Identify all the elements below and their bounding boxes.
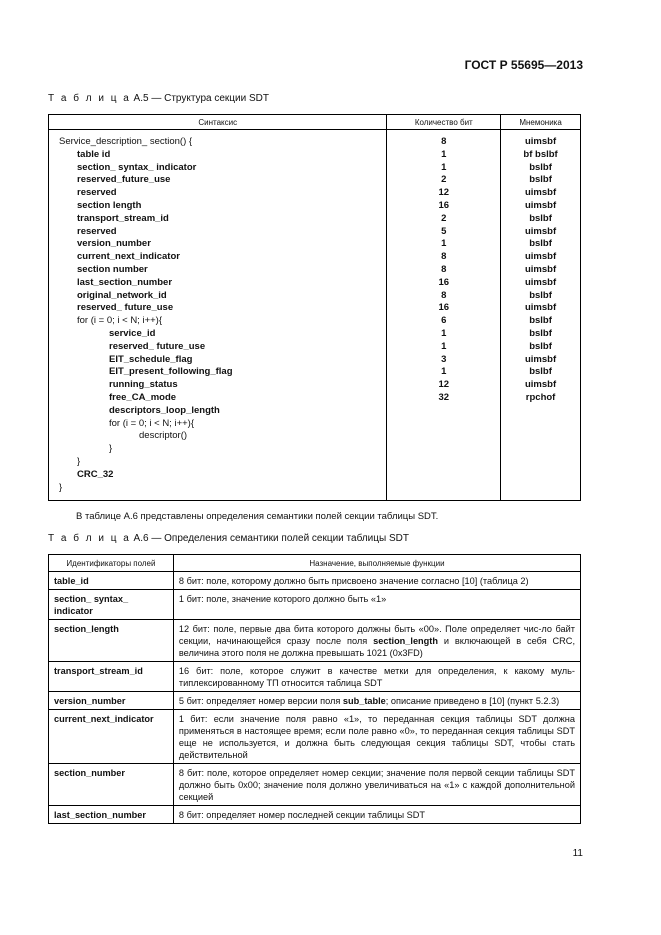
bits-value: 12 bbox=[438, 187, 450, 199]
syntax-line: EIT_present_following_flag bbox=[109, 366, 233, 378]
description-segment: 12 бит: поле, первые два бита которого должны быть «00». Поле определяет чис-ло байт секции, начинающейся сразу после поля bbox=[178, 624, 575, 646]
mnemonic-value: bslbf bbox=[529, 174, 552, 186]
bits-value: 2 bbox=[441, 174, 447, 186]
field-id: section_length bbox=[49, 620, 174, 662]
bits-value: 1 bbox=[441, 161, 447, 173]
field-description bbox=[173, 662, 580, 692]
mnemonic-value: bslbf bbox=[529, 238, 552, 250]
syntax-line: version_number bbox=[77, 238, 151, 250]
bits-value: 6 bbox=[441, 315, 447, 327]
syntax-line: free_CA_mode bbox=[109, 391, 177, 403]
bits-value: 8 bbox=[441, 251, 447, 263]
field-description bbox=[173, 806, 580, 824]
syntax-line: reserved bbox=[77, 225, 117, 237]
bits-value: 8 bbox=[441, 263, 447, 275]
header-bits: Количество бит bbox=[387, 115, 501, 130]
field-id: version_number bbox=[49, 692, 174, 710]
field-id: last_section_number bbox=[49, 806, 174, 824]
mnemonic-value: uimsbf bbox=[524, 251, 557, 263]
bits-column bbox=[387, 130, 501, 501]
caption-word: Т а б л и ц а bbox=[48, 93, 131, 104]
bits-value: 3 bbox=[441, 353, 447, 365]
field-description bbox=[173, 590, 580, 620]
syntax-line: reserved_future_use bbox=[77, 174, 171, 186]
bits-value: 1 bbox=[441, 238, 447, 250]
bits-value: 12 bbox=[438, 379, 450, 391]
description-segment: section_length bbox=[373, 636, 438, 646]
syntax-line: last_section_number bbox=[77, 276, 173, 288]
bits-value: 2 bbox=[441, 212, 447, 224]
field-description bbox=[173, 572, 580, 590]
syntax-line: section length bbox=[77, 199, 142, 211]
description-segment: 16 бит: поле, которое служит в качестве метки для определения, к какому муль-типлексированному ТП относится таблица SDT bbox=[178, 666, 575, 688]
syntax-line: reserved_ future_use bbox=[109, 340, 206, 352]
bits-value: 16 bbox=[438, 302, 450, 314]
syntax-line: running_status bbox=[109, 379, 178, 391]
mnemonic-column bbox=[501, 130, 581, 501]
field-description bbox=[173, 764, 580, 806]
table-a5 bbox=[48, 114, 581, 501]
description-segment: 8 бит: поле, которое определяет номер секции; значение поля первой секции таблицы SDT должно быть 0x00; значение поля должно увеличиваться на «1» с каждой дополнительной секцией bbox=[178, 768, 575, 802]
mnemonic-value: bslbf bbox=[529, 340, 552, 352]
mnemonic-value: uimsbf bbox=[524, 136, 557, 147]
bits-value: 16 bbox=[438, 199, 450, 211]
syntax-line: EIT_schedule_flag bbox=[109, 353, 193, 365]
header-purpose: Назначение, выполняемые функции bbox=[173, 555, 580, 572]
syntax-line: for (i = 0; i < N; i++){ bbox=[109, 417, 195, 429]
table-row bbox=[49, 572, 581, 590]
header-field-ids: Идентификаторы полей bbox=[49, 555, 174, 572]
bits-value: 1 bbox=[441, 327, 447, 339]
caption-word: Т а б л и ц а bbox=[48, 533, 131, 544]
syntax-line: reserved_ future_use bbox=[77, 302, 174, 314]
mnemonic-value: bslbf bbox=[529, 161, 552, 173]
field-id: section_ syntax_ indicator bbox=[49, 590, 174, 620]
mnemonic-value: uimsbf bbox=[524, 225, 557, 237]
bits-value: 5 bbox=[441, 225, 447, 237]
bits-value: 8 bbox=[441, 289, 447, 301]
syntax-line: } bbox=[77, 455, 81, 467]
syntax-line: descriptors_loop_length bbox=[109, 404, 220, 416]
syntax-line: for (i = 0; i < N; i++){ bbox=[77, 315, 163, 327]
bits-value: 1 bbox=[441, 340, 447, 352]
table-a6-caption bbox=[48, 533, 409, 544]
description-segment: sub_table bbox=[342, 696, 386, 706]
syntax-line: CRC_32 bbox=[77, 468, 114, 480]
description-segment: 8 бит: поле, которому должно быть присвоено значение согласно [10] (таблица 2) bbox=[178, 576, 529, 586]
mnemonic-value: uimsbf bbox=[524, 353, 557, 365]
bits-value: 16 bbox=[438, 276, 450, 288]
table-a5-caption bbox=[48, 93, 269, 104]
mnemonic-value: uimsbf bbox=[524, 379, 557, 391]
field-description bbox=[173, 710, 580, 764]
mnemonic-value: uimsbf bbox=[524, 276, 557, 288]
field-id: current_next_indicator bbox=[49, 710, 174, 764]
syntax-line: original_network_id bbox=[77, 289, 167, 301]
caption-text: А.5 — Структура секции SDT bbox=[130, 93, 269, 104]
field-description bbox=[173, 692, 580, 710]
bits-value: 1 bbox=[441, 366, 447, 378]
syntax-column bbox=[49, 130, 387, 501]
mnemonic-value: bslbf bbox=[529, 327, 552, 339]
syntax-line: } bbox=[109, 443, 113, 455]
bits-value: 32 bbox=[438, 391, 450, 403]
syntax-line: transport_stream_id bbox=[77, 212, 169, 224]
syntax-line: } bbox=[59, 481, 63, 493]
description-segment: 1 бит: если значение поля равно «1», то переданная секция таблицы SDT должна применяться в настоящее время; если поле равно «0», то переданная секция таблицы SDT еще не используется, и должна быть следующая секция таблицы SDT, чтобы стать действительной bbox=[178, 714, 575, 760]
field-id: table_id bbox=[49, 572, 174, 590]
mnemonic-value: bf bslbf bbox=[523, 148, 558, 160]
mnemonic-value: uimsbf bbox=[524, 199, 557, 211]
mnemonic-value: uimsbf bbox=[524, 187, 557, 199]
syntax-line: table id bbox=[77, 148, 111, 160]
description-segment: 5 бит: определяет номер версии поля bbox=[178, 696, 343, 706]
field-id: transport_stream_id bbox=[49, 662, 174, 692]
table-row bbox=[49, 710, 581, 764]
mnemonic-value: rpchof bbox=[525, 391, 556, 403]
syntax-line: service_id bbox=[109, 327, 156, 339]
intro-paragraph: В таблице А.6 представлены определения семантики полей секции таблицы SDT. bbox=[76, 511, 439, 522]
mnemonic-value: bslbf bbox=[529, 315, 552, 327]
syntax-line: section number bbox=[77, 263, 148, 275]
mnemonic-value: bslbf bbox=[529, 212, 552, 224]
bits-value: 8 bbox=[441, 136, 447, 147]
bits-value: 1 bbox=[441, 148, 447, 160]
caption-text: А.6 — Определения семантики полей секции таблицы SDT bbox=[130, 533, 409, 544]
syntax-line: current_next_indicator bbox=[77, 251, 180, 263]
description-segment: 1 бит: поле, значение которого должно быть «1» bbox=[178, 594, 387, 604]
syntax-line: section_ syntax_ indicator bbox=[77, 161, 197, 173]
header-mnemonic: Мнемоника bbox=[501, 115, 581, 130]
table-row bbox=[49, 806, 581, 824]
description-segment: ; описание приведено в [10] (пункт 5.2.3) bbox=[385, 696, 560, 706]
field-description bbox=[173, 620, 580, 662]
mnemonic-value: bslbf bbox=[529, 289, 552, 301]
table-row bbox=[49, 590, 581, 620]
table-row bbox=[49, 764, 581, 806]
mnemonic-value: uimsbf bbox=[524, 263, 557, 275]
syntax-line: Service_description_ section() { bbox=[59, 136, 193, 147]
syntax-line: reserved bbox=[77, 187, 117, 199]
table-row bbox=[49, 620, 581, 662]
description-segment: и включающей в себя CRC, величина этого поля не должна превышать 1021 (0x3FD) bbox=[178, 636, 575, 658]
page-number: 11 bbox=[572, 848, 583, 859]
document-code: ГОСТ Р 55695—2013 bbox=[464, 58, 583, 72]
mnemonic-value: bslbf bbox=[529, 366, 552, 378]
table-row bbox=[49, 692, 581, 710]
header-syntax: Синтаксис bbox=[49, 115, 387, 130]
description-segment: 8 бит: определяет номер последней секции таблицы SDT bbox=[178, 810, 426, 820]
table-row bbox=[49, 662, 581, 692]
field-id: section_number bbox=[49, 764, 174, 806]
table-a6 bbox=[48, 554, 581, 824]
mnemonic-value: uimsbf bbox=[524, 302, 557, 314]
syntax-line: descriptor() bbox=[139, 430, 188, 442]
